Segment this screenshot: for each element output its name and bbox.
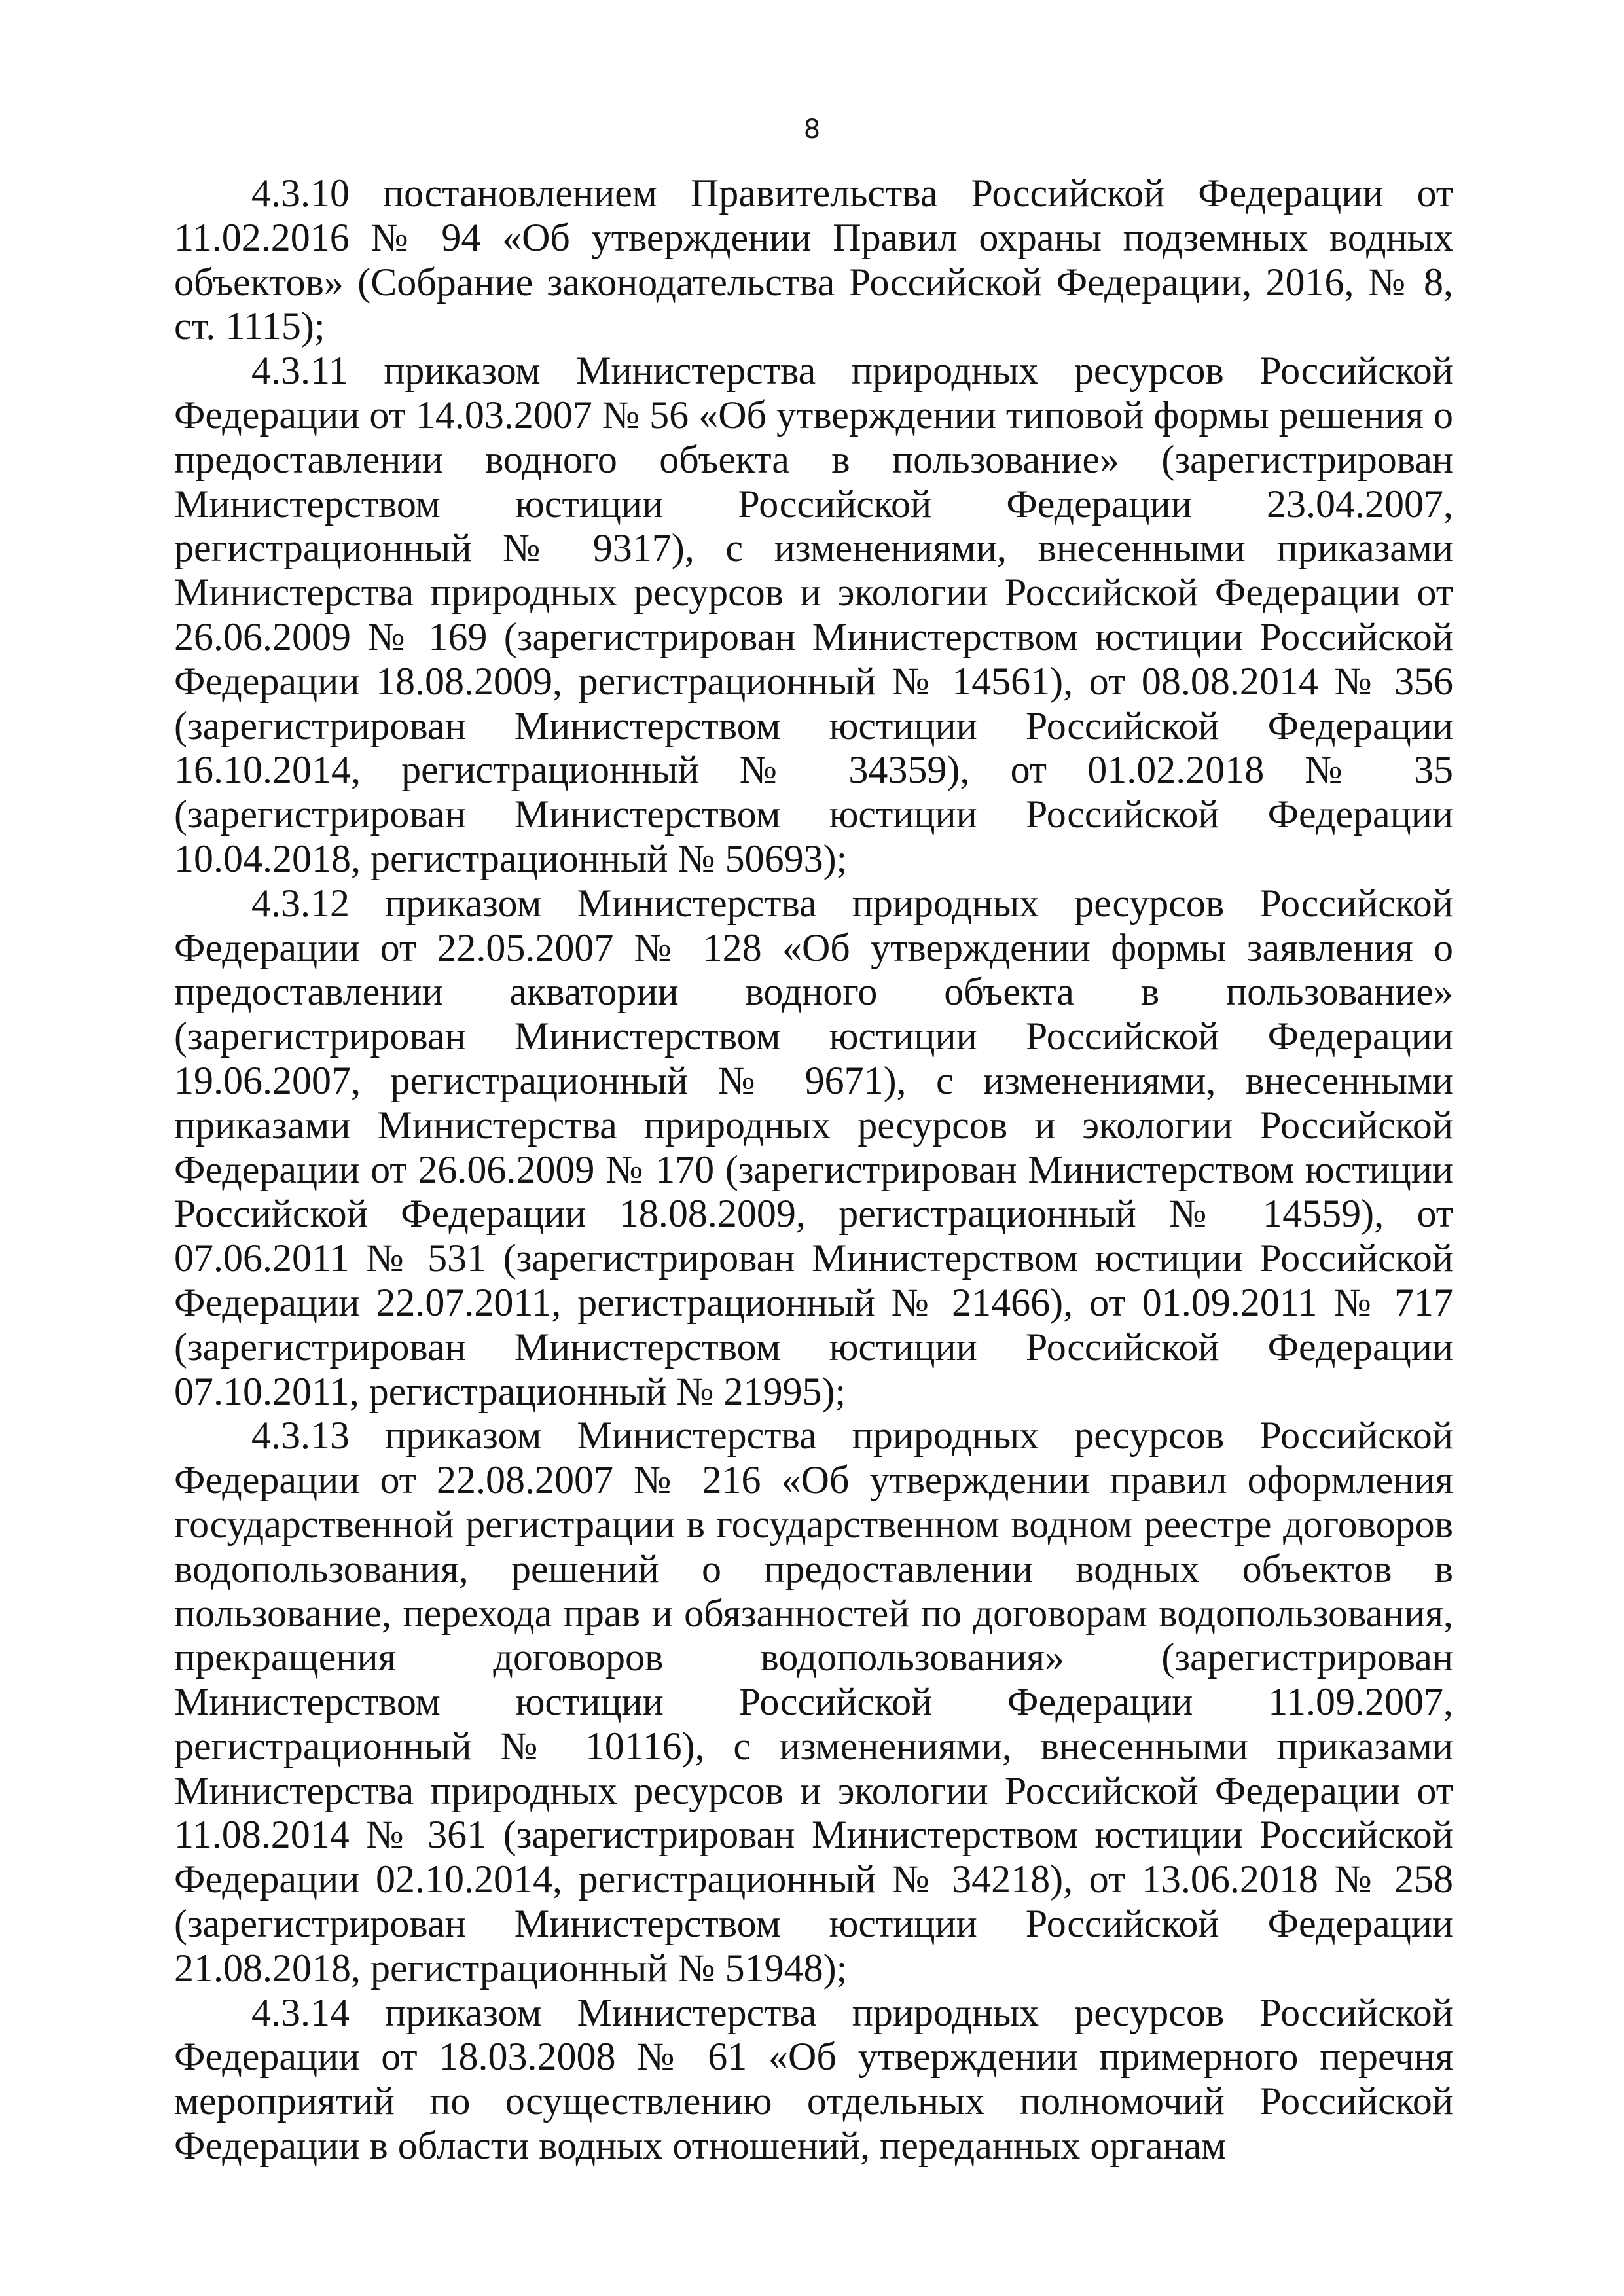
paragraph-4-3-13: 4.3.13 приказом Министерства природных ресурсов Российской Федерации от 22.08.2007 № 216 «Об утверждении правил оформления государственной регистрации в государственном водном реестре договоров водопользования, решений о предоставлении водных объектов в пользование, перехода прав и обязанностей по договорам водопользования, прекращения договоров водопользования» (зарегистрирован Министерством юстиции Российской Федерации 11.09.2007, регистрационный № 10116), с изменениями, внесенными приказами Министерства природных ресурсов и экологии Российской Федерации от 11.08.2014 № 361 (зарегистрирован Министерством юстиции Российской Федерации 02.10.2014, регистрационный № 34218), от 13.06.2018 № 258 (зарегистрирован Министерством юстиции Российской Федерации 21.08.2018, регистрационный № 51948); [174,1414,1453,1990]
paragraph-4-3-11: 4.3.11 приказом Министерства природных ресурсов Российской Федерации от 14.03.2007 № 56 «Об утверждении типовой формы решения о предоставлении водного объекта в пользование» (зарегистрирован Министерством юстиции Российской Федерации 23.04.2007, регистрационный № 9317), с изменениями, внесенными приказами Министерства природных ресурсов и экологии Российской Федерации от 26.06.2009 № 169 (зарегистрирован Министерством юстиции Российской Федерации 18.08.2009, регистрационный № 14561), от 08.08.2014 № 356 (зарегистрирован Министерством юстиции Российской Федерации 16.10.2014, регистрационный № 34359), от 01.02.2018 № 35 (зарегистрирован Министерством юстиции Российской Федерации 10.04.2018, регистрационный № 50693); [174,349,1453,880]
paragraph-4-3-10: 4.3.10 постановлением Правительства Российской Федерации от 11.02.2016 № 94 «Об утверждении Правил охраны подземных водных объектов» (Собрание законодательства Российской Федерации, 2016, № 8, ст. 1115); [174,171,1453,348]
paragraph-4-3-14: 4.3.14 приказом Министерства природных ресурсов Российской Федерации от 18.03.2008 № 61 «Об утверждении примерного перечня мероприятий по осуществлению отдельных полномочий Российской Федерации в области водных отношений, переданных органам [174,1990,1453,2168]
page-number: 8 [803,115,821,145]
document-body [174,171,1453,2168]
paragraph-4-3-12: 4.3.12 приказом Министерства природных ресурсов Российской Федерации от 22.05.2007 № 128 «Об утверждении формы заявления о предоставлении акватории водного объекта в пользование» (зарегистрирован Министерством юстиции Российской Федерации 19.06.2007, регистрационный № 9671), с изменениями, внесенными приказами Министерства природных ресурсов и экологии Российской Федерации от 26.06.2009 № 170 (зарегистрирован Министерством юстиции Российской Федерации 18.08.2009, регистрационный № 14559), от 07.06.2011 № 531 (зарегистрирован Министерством юстиции Российской Федерации 22.07.2011, регистрационный № 21466), от 01.09.2011 № 717 (зарегистрирован Министерством юстиции Российской Федерации 07.10.2011, регистрационный № 21995); [174,881,1453,1413]
